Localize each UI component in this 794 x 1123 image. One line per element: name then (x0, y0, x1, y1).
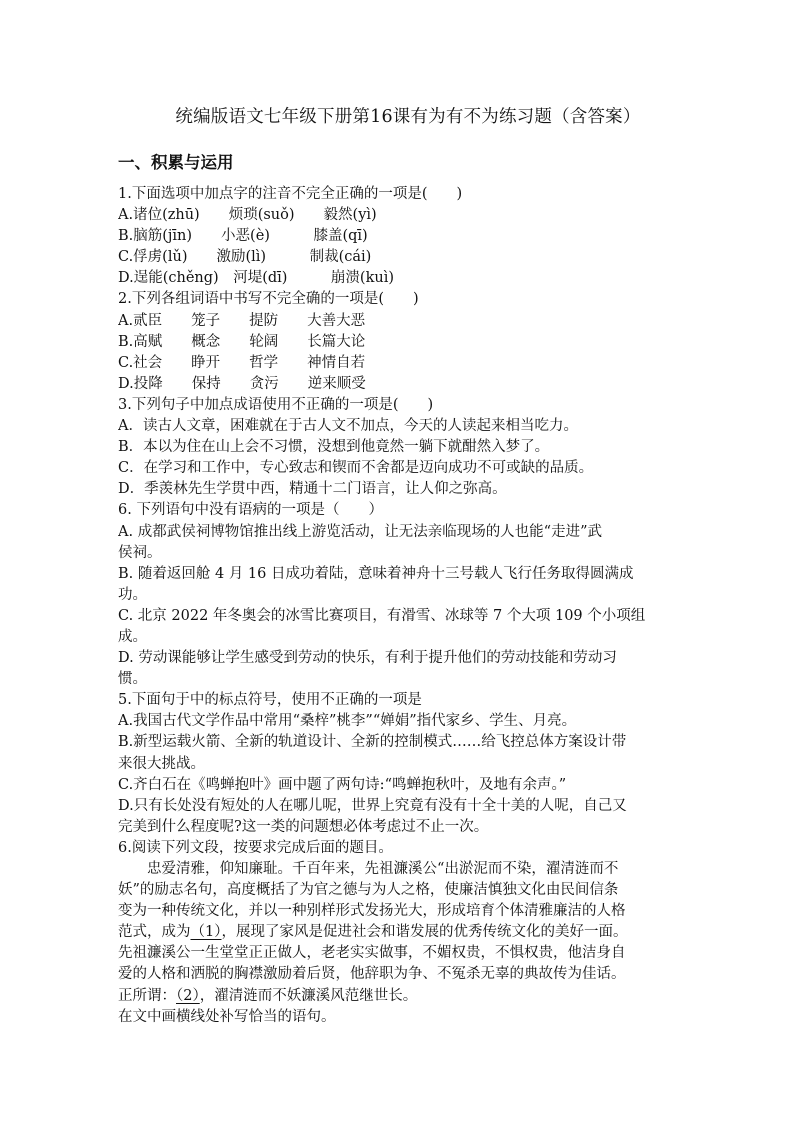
question-1-option-d: D.逞能(chěng) 河堤(dī) 崩溃(kuì) (118, 270, 395, 287)
question-1-stem: 1.下面选项中加点字的注音不完全正确的一项是( ) (118, 186, 463, 202)
passage-line-6: 爱的人格和洒脱的胸襟激励着后贤，他辞职为争、不冤杀无辜的典故传为佳话。 (118, 966, 626, 983)
question-5-option-c: C.齐白石在《鸣蝉抱叶》画中题了两句诗:“鸣蝉抱秋叶，及地有余声。” (118, 776, 567, 793)
passage-line-4 (118, 922, 698, 943)
question-1-option-b: B.脑筋(jīn) 小恶(è) 膝盖(qī) (118, 228, 368, 245)
question-6-reading-stem: 6.阅读下列文段，按要求完成后面的题目。 (118, 839, 393, 856)
blank-2: （2） (176, 987, 200, 1004)
passage-line-7-start: 正所谓： (118, 987, 176, 1004)
passage-line-2: 妖”的励志名句，高度概括了为官之德与为人之格，使廉洁慎独文化由民间信条 (118, 882, 619, 899)
passage-line-7-end: ，濯清涟而不妖濂溪风范继世长。 (199, 987, 418, 1004)
question-5-option-a: A.我国古代文学作品中常用“桑梓”桃李”“婵娟”指代家乡、学生、月亮。 (118, 713, 577, 730)
question-6-stem: 6. 下列语句中没有语病的一项是（ ） (118, 502, 383, 519)
question-6-option-d: D. 劳动课能够让学生感受到劳动的快乐，有利于提升他们的劳动技能和劳动习 (118, 650, 617, 667)
question-6-option-a: A. 成都武侯祠博物馆推出线上游览活动，让无法亲临现场的人也能“走进”武 (118, 523, 603, 540)
question-5-option-b: B.新型运载火箭、全新的轨道设计、全新的控制模式……给飞控总体方案设计带 (118, 734, 627, 751)
question-2-option-b: B.高赋 概念 轮阔 长篇大论 (118, 333, 366, 350)
passage-line-5: 先祖濂溪公一生堂堂正正做人，老老实实做事，不媚权贵，不惧权贵，他洁身自 (118, 945, 626, 962)
question-1-option-c: C.俘虏(lǔ) 激励(lì) 制裁(cái) (118, 249, 372, 266)
question-3-stem: 3.下列句子中加点成语使用不正确的一项是( ) (118, 396, 434, 413)
question-6-option-b-cont: 功。 (118, 586, 147, 603)
passage-line-7 (118, 986, 698, 1007)
question-6-option-d-cont: 惯。 (118, 671, 147, 688)
document-title: 统编版语文七年级下册第16课有为有不为练习题（含答案） (175, 107, 641, 127)
question-3-option-a: A．读古人文章，困难就在于古人文不加点，今天的人读起来相当吃力。 (118, 418, 578, 435)
question-3-option-d: D．季羡林先生学贯中西，精通十二门语言，让人仰之弥高。 (118, 481, 507, 498)
passage-line-4-end: ，展现了家风是促进社会和谐发展的优秀传统文化的美好一面。 (221, 924, 628, 941)
passage-line-3: 变为一种传统文化，并以一种别样形式发扬光大，形成培育个体清雅廉洁的人格 (118, 903, 626, 920)
question-6-option-c: C. 北京 2022 年冬奥会的冰雪比赛项目，有滑雪、冰球等 7 个大项 109 个小项组 (118, 607, 646, 624)
question-5-option-b-cont: 来很大挑战。 (118, 755, 205, 772)
question-6-option-a-cont: 侯祠。 (118, 544, 162, 561)
section-heading-accumulation: 一、积累与运用 (118, 153, 234, 172)
question-1-option-a: A.诸位(zhū) 烦琐(suǒ) 毅然(yì) (118, 207, 377, 224)
question-2-option-c: C.社会 睁开 哲学 神情自若 (118, 354, 366, 371)
question-5-stem: 5.下面句于中的标点符号，使用不正确的一项是 (118, 692, 422, 709)
question-2-option-a: A.贰臣 笼子 提防 大善大恶 (118, 312, 366, 329)
question-list (118, 184, 698, 1028)
passage-line-1: 忠爱清雅，仰知廉耻。千百年来，先祖濂溪公“出淤泥而不染，濯清涟而不 (147, 861, 619, 877)
blank-1: （1） (190, 924, 222, 941)
question-5-option-d: D.只有长处没有短处的人在哪儿呢，世界上究竟有没有十全十美的人呢，自己又 (118, 797, 627, 814)
question-2-stem: 2.下列各组词语中书写不完全确的一项是( ) (118, 291, 419, 308)
passage-instruction: 在文中画横线处补写恰当的语句。 (118, 1008, 336, 1025)
question-3-option-b: B．本以为住在山上会不习惯，没想到他竟然一躺下就酣然入梦了。 (118, 439, 550, 456)
question-5-option-d-cont: 完美到什么程度呢?这一类的问题想必体考虑过不止一次。 (118, 818, 489, 835)
question-2-option-d: D.投降 保持 贪污 逆来顺受 (118, 375, 366, 392)
question-6-option-b: B. 随着返回舱 4 月 16 日成功着陆，意味着神舟十三号载人飞行任务取得圆满成 (118, 565, 634, 582)
question-6-option-c-cont: 成。 (118, 628, 147, 645)
question-3-option-c: C．在学习和工作中，专心致志和锲而不舍都是迈向成功不可或缺的品质。 (118, 460, 594, 477)
passage-line-4-start: 范式，成为 (118, 924, 191, 941)
